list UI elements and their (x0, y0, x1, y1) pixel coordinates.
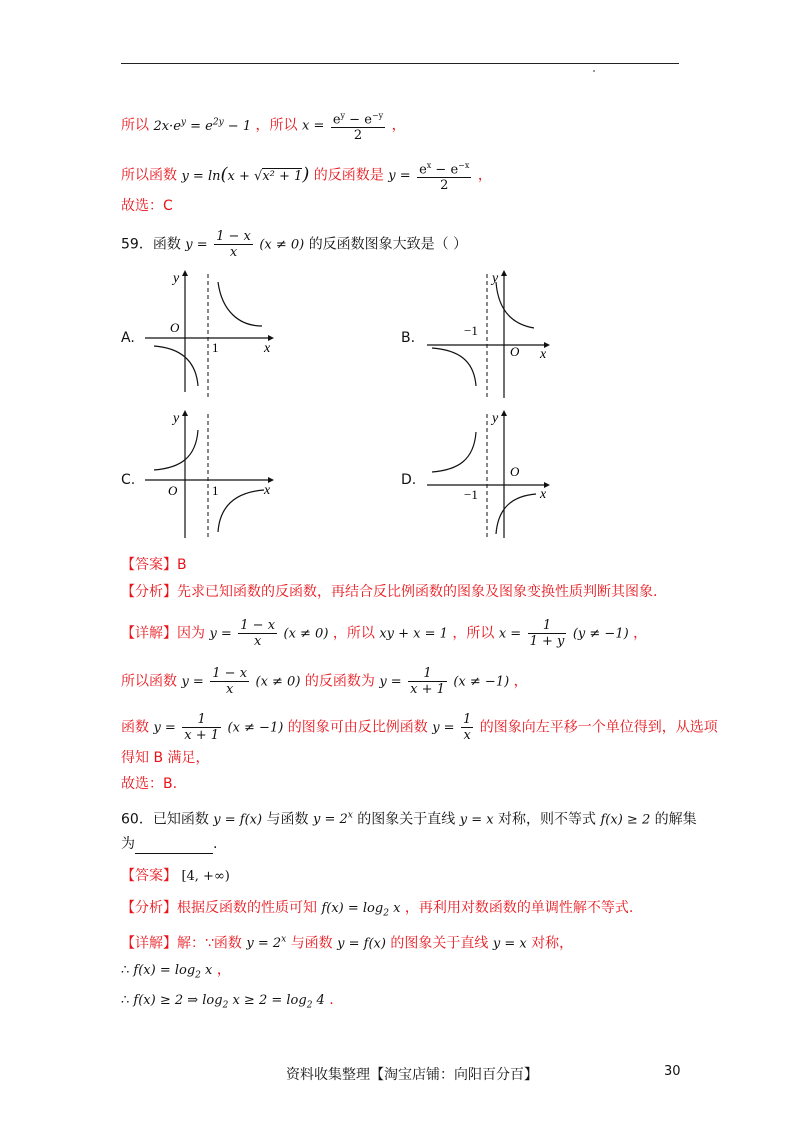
branch-upper (496, 282, 534, 328)
y-equals: y = (209, 626, 232, 642)
answer-label: 【答案】 (121, 868, 177, 884)
text: 的反函数为 (304, 673, 375, 690)
option-d-label: D. (401, 472, 417, 488)
therefore-symbol: ∴ (121, 963, 134, 978)
condition: (x ≠ 0) (259, 237, 305, 253)
therefore-symbol: ∴ (121, 993, 134, 1008)
option-b-label: B. (401, 330, 416, 346)
equation: y = x (459, 812, 494, 828)
condition: (y ≠ −1) (572, 626, 629, 642)
tick-label: −1 (464, 323, 478, 338)
line-1 (121, 108, 406, 143)
text: ， (633, 625, 648, 642)
text: 的图象关于直线 (357, 811, 456, 828)
x-equals: x = (498, 626, 522, 642)
text: 的图象向左平移一个单位得到，从选项 (479, 719, 718, 736)
equation: y = x (492, 936, 527, 952)
text: 对称， (531, 935, 574, 952)
footer-text: 资料收集整理【淘宝店铺：向阳百分百】 (286, 1067, 538, 1083)
question-59 (121, 229, 467, 260)
text: ， (477, 167, 492, 184)
x-label: x (540, 347, 547, 362)
text: ， (391, 117, 406, 134)
condition: (x ≠ 0) (283, 626, 329, 642)
text: 所以函数 (121, 673, 177, 690)
fraction: $\frac{1 - x}{x}$ (212, 666, 248, 697)
equation: $f(x) = \log_2 x$ (321, 901, 401, 919)
text: 为 (121, 836, 135, 852)
branch-lower (218, 490, 264, 532)
equation: y = f(x) (337, 936, 386, 952)
question-60 (121, 806, 697, 830)
text: ，所以 (255, 117, 298, 134)
text: 与函数 (290, 935, 333, 952)
y-label: y (492, 411, 499, 426)
y-label: y (173, 411, 180, 426)
detail-label: 【详解】 (121, 625, 177, 642)
text: 因为 (177, 625, 205, 642)
equation-1: $2x\cdot e^y = e^{2y} - 1$ (153, 117, 252, 134)
analysis-text: 先求已知函数的反函数，再结合反比例函数的图象及图象变换性质判断其图象. (177, 584, 658, 600)
x-label: x (540, 487, 547, 502)
fraction: $\frac{1 - x}{x}$ (216, 229, 251, 260)
fraction: $\frac{e^x - e^{-x}}{2}$ (417, 158, 471, 193)
condition: (x ≠ −1) (453, 674, 510, 690)
answer-60 (121, 866, 230, 887)
line-20 (121, 990, 334, 1016)
branch-lower (154, 346, 198, 386)
origin-label: O (170, 320, 180, 335)
page-number: 30 (664, 1064, 681, 1079)
analysis-label: 【分析】 (121, 900, 177, 916)
origin-label: O (168, 483, 178, 498)
answer-label: 【答案】 (121, 557, 177, 573)
text: ， (216, 962, 231, 978)
answer-blank (135, 839, 213, 854)
y-equals: y = (432, 720, 455, 736)
y-equals: y = (379, 674, 402, 690)
x-equals: x = (302, 118, 325, 134)
text: 59．函数 (121, 236, 181, 253)
text: 60．已知函数 (121, 811, 209, 828)
x-label: x (264, 483, 271, 498)
line-10 (121, 666, 528, 697)
question-60-line2 (121, 834, 217, 854)
inequality: f(x) ≥ 2 (600, 812, 651, 828)
equation: f(x) ≥ 2 ⇒ $\log_2 x \ge 2 = \log_2 4$ (133, 993, 325, 1011)
analysis-label: 【分析】 (121, 584, 177, 600)
text: 根据反函数的性质可知 (177, 900, 317, 916)
y-label: y (492, 271, 499, 286)
branch-lower (496, 494, 536, 534)
text: 的图象关于直线 (390, 935, 489, 952)
fraction: $\frac{1}{1 + y}$ (529, 618, 565, 649)
text: 解：∵函数 (177, 935, 242, 952)
origin-label: O (510, 464, 520, 479)
detail-59 (121, 618, 647, 649)
text: 所以 (121, 117, 149, 134)
fraction: $\frac{1}{x}$ (463, 712, 472, 743)
text: ， (513, 673, 528, 690)
analysis-60 (121, 898, 633, 924)
equation-ln: y = ln(x + √x² + 1) (181, 163, 310, 185)
text: 所以函数 (121, 167, 177, 184)
y-equals: y = (388, 168, 411, 184)
equation: $y = 2^x$ (246, 935, 287, 952)
equation: y = f(x) (213, 812, 263, 828)
text: ，再利用对数函数的单调性解不等式. (404, 900, 634, 916)
header-rule (121, 63, 679, 64)
text: 的解集 (654, 811, 697, 828)
text: . (329, 992, 334, 1008)
text: 函数 (121, 719, 149, 736)
tick-label: −1 (464, 487, 478, 502)
line-2 (121, 158, 492, 193)
analysis-59 (121, 582, 657, 602)
header-dot (593, 70, 595, 72)
equation: $f(x) = \log_2 x$ (133, 963, 213, 981)
x-label: x (264, 341, 271, 356)
branch-upper (218, 282, 262, 326)
text: 的反函数图象大致是（ ） (308, 236, 468, 253)
condition: (x ≠ 0) (255, 674, 301, 690)
text: 的图象可由反比例函数 (287, 719, 428, 736)
text: 对称，则不等式 (498, 811, 597, 828)
text: ，所以 (332, 625, 375, 642)
fraction: $\frac{1 - x}{x}$ (240, 618, 276, 649)
y-arrow (501, 270, 507, 276)
text: ，所以 (452, 625, 495, 642)
fraction: $\frac{e^y - e^{-y}}{2}$ (331, 108, 385, 143)
y-arrow (182, 410, 188, 416)
tick-label: 1 (212, 483, 219, 498)
answer-59 (121, 555, 187, 575)
y-equals: y = (181, 674, 204, 690)
graph-a (140, 268, 280, 400)
branch-upper (432, 432, 476, 472)
condition: (x ≠ −1) (227, 720, 284, 736)
y-label: y (173, 271, 180, 286)
graph-b (422, 268, 562, 400)
text: 与函数 (266, 811, 309, 828)
line-3: 故选：C (121, 198, 173, 214)
text: 的反函数是 (313, 167, 384, 184)
line-11 (121, 712, 718, 743)
origin-label: O (510, 344, 520, 359)
line-13: 故选：B. (121, 776, 178, 792)
graph-d (422, 408, 562, 542)
y-arrow (501, 410, 507, 416)
graph-c (140, 408, 280, 542)
text: . (213, 836, 218, 852)
detail-label: 【详解】 (121, 935, 177, 952)
equation: $y = 2^x$ (312, 811, 353, 828)
branch-lower (432, 348, 476, 386)
equation: xy + x = 1 (379, 626, 448, 642)
branch-upper (154, 430, 198, 470)
fraction: $\frac{1}{x + 1}$ (184, 712, 220, 743)
fraction: $\frac{1}{x + 1}$ (410, 666, 445, 697)
y-arrow (182, 270, 188, 276)
answer-value: [4, +∞) (181, 869, 230, 884)
detail-60 (121, 930, 573, 954)
answer-value: B (177, 557, 187, 573)
line-12: 得知 B 满足， (121, 750, 210, 766)
y-equals: y = (153, 720, 176, 736)
y-equals: y = (185, 237, 208, 253)
tick-label: 1 (212, 340, 219, 355)
option-a-label: A. (121, 330, 135, 346)
option-c-label: C. (121, 472, 136, 488)
line-19 (121, 960, 231, 986)
